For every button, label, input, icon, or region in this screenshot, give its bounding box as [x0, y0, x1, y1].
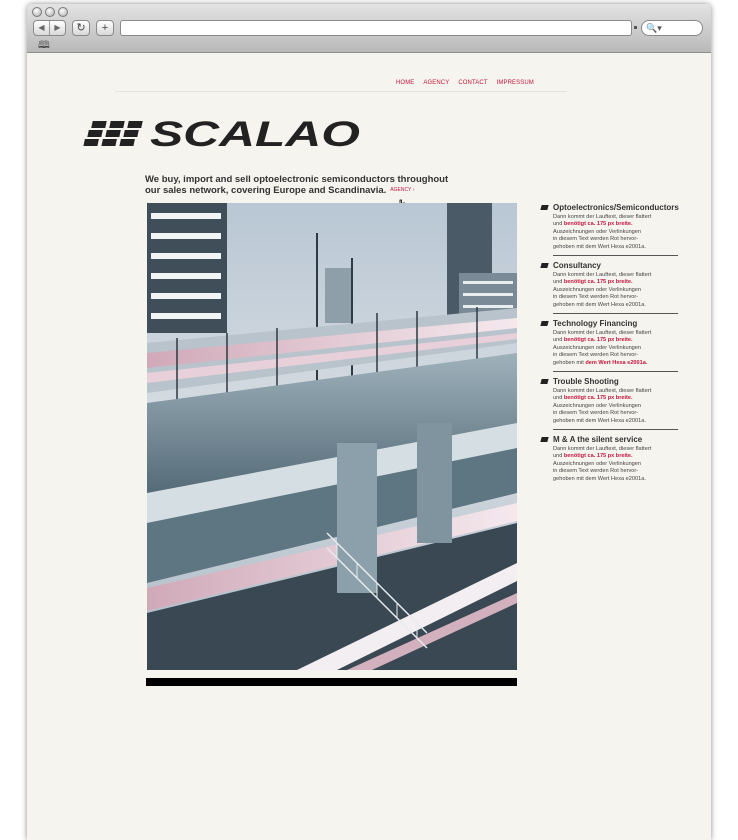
search-field[interactable] — [641, 20, 703, 36]
service-text-line: und — [553, 453, 564, 460]
service-text-line: Auszeichnungen oder Verlinkungen — [553, 344, 642, 351]
service-highlight: benötigt ca. 175 px breite. — [563, 337, 633, 344]
service-text-line: Dann kommt der Lauftext, dieser flattert — [553, 272, 652, 278]
service-divider — [553, 255, 678, 256]
hero-black-bar — [146, 678, 517, 686]
service-item[interactable] — [539, 203, 683, 261]
service-text — [553, 330, 679, 367]
hero-city-image — [147, 203, 517, 670]
service-highlight: benötigt ca. 175 px breite. — [563, 395, 633, 402]
service-item[interactable] — [539, 261, 683, 319]
service-title[interactable]: Optoelectronics/Semiconductors — [553, 203, 679, 212]
service-title[interactable]: Trouble Shooting — [553, 377, 619, 386]
service-text-line: gehoben mit — [553, 359, 586, 366]
web-page — [27, 53, 711, 840]
address-bar-handle — [634, 26, 637, 29]
service-text-line: gehoben mit dem Wert Hexa e2001a. — [553, 243, 646, 250]
search-icon: 🔍▾ — [646, 23, 662, 33]
service-text-line: und — [553, 221, 564, 228]
service-title[interactable]: Technology Financing — [553, 319, 638, 328]
agency-link[interactable]: AGENCY › — [390, 187, 415, 193]
service-highlight: benötigt ca. 175 px breite. — [563, 279, 633, 286]
service-highlight: dem Wert Hexa e2001a. — [585, 359, 648, 366]
site-nav — [396, 80, 534, 86]
service-text-line: und — [553, 337, 564, 344]
service-text-line: Dann kommt der Lauftext, dieser flattert — [553, 214, 652, 220]
service-divider — [553, 371, 678, 372]
close-window-button[interactable] — [32, 7, 42, 17]
service-title[interactable]: M & A the silent service — [553, 435, 643, 444]
service-text-line: Auszeichnungen oder Verlinkungen — [553, 460, 642, 467]
service-text-line: in diesem Text werden Rot hervor- — [553, 294, 639, 301]
service-item[interactable] — [539, 435, 683, 493]
tagline-line-2: our sales network, covering Europe and Scandinavia. — [145, 185, 387, 196]
back-button[interactable]: ◀ — [34, 21, 50, 35]
service-text-line: Auszeichnungen oder Verlinkungen — [553, 402, 642, 409]
service-text — [553, 272, 679, 309]
logo-text: SCALAO — [150, 115, 360, 151]
service-text-line: in diesem Text werden Rot hervor- — [553, 410, 639, 417]
service-title[interactable]: Consultancy — [553, 261, 602, 270]
service-divider — [553, 313, 678, 314]
tagline-line-1: We buy, import and sell optoelectronic semiconductors throughout — [145, 174, 449, 185]
zoom-window-button[interactable] — [58, 7, 68, 17]
bullet-icon — [540, 263, 548, 268]
bullet-icon — [540, 205, 548, 210]
service-text — [553, 388, 679, 425]
service-text-line: gehoben mit dem Wert Hexa e2001a. — [553, 417, 646, 424]
nav-agency-link[interactable]: AGENCY — [423, 80, 450, 86]
bullet-icon — [540, 321, 548, 326]
minimize-window-button[interactable] — [45, 7, 55, 17]
service-item[interactable] — [539, 377, 683, 435]
service-text — [553, 214, 679, 251]
service-text-line: und — [553, 279, 564, 286]
service-highlight: benötigt ca. 175 px breite. — [563, 453, 633, 460]
browser-toolbar — [27, 4, 711, 53]
forward-button[interactable]: ▶ — [54, 23, 61, 32]
service-highlight: benötigt ca. 175 px breite. — [563, 221, 633, 228]
back-forward-buttons — [33, 20, 66, 36]
service-text — [553, 446, 679, 483]
tagline — [145, 175, 475, 196]
browser-window — [27, 4, 711, 840]
service-text-line: in diesem Text werden Rot hervor- — [553, 468, 639, 475]
service-text-line: Dann kommt der Lauftext, dieser flattert — [553, 446, 652, 452]
bullet-icon — [540, 437, 548, 442]
nav-home-link[interactable]: HOME — [396, 80, 415, 86]
service-text-line: in diesem Text werden Rot hervor- — [553, 352, 639, 359]
services-list — [539, 203, 683, 493]
service-item[interactable] — [539, 319, 683, 377]
reload-button[interactable]: ↻ — [72, 20, 90, 36]
add-tab-button[interactable]: + — [96, 20, 114, 36]
service-text-line: und — [553, 395, 564, 402]
service-text-line: gehoben mit dem Wert Hexa e2001a. — [553, 475, 646, 482]
service-divider — [553, 429, 678, 430]
service-text-line: gehoben mit dem Wert Hexa e2001a. — [553, 301, 646, 308]
nav-impressum-link[interactable]: IMPRESSUM — [496, 80, 534, 86]
scalao-logo[interactable] — [82, 115, 382, 151]
bookmarks-icon[interactable]: 🕮 — [38, 40, 50, 51]
bookmarks-bar — [27, 40, 711, 52]
service-text-line: Dann kommt der Lauftext, dieser flattert — [553, 388, 652, 394]
nav-divider — [115, 91, 567, 92]
service-text-line: Dann kommt der Lauftext, dieser flattert — [553, 330, 652, 336]
service-text-line: in diesem Text werden Rot hervor- — [553, 236, 639, 243]
address-bar[interactable] — [120, 20, 632, 36]
service-text-line: Auszeichnungen oder Verlinkungen — [553, 286, 642, 293]
service-text-line: Auszeichnungen oder Verlinkungen — [553, 228, 642, 235]
bullet-icon — [540, 379, 548, 384]
nav-contact-link[interactable]: CONTACT — [458, 80, 488, 86]
